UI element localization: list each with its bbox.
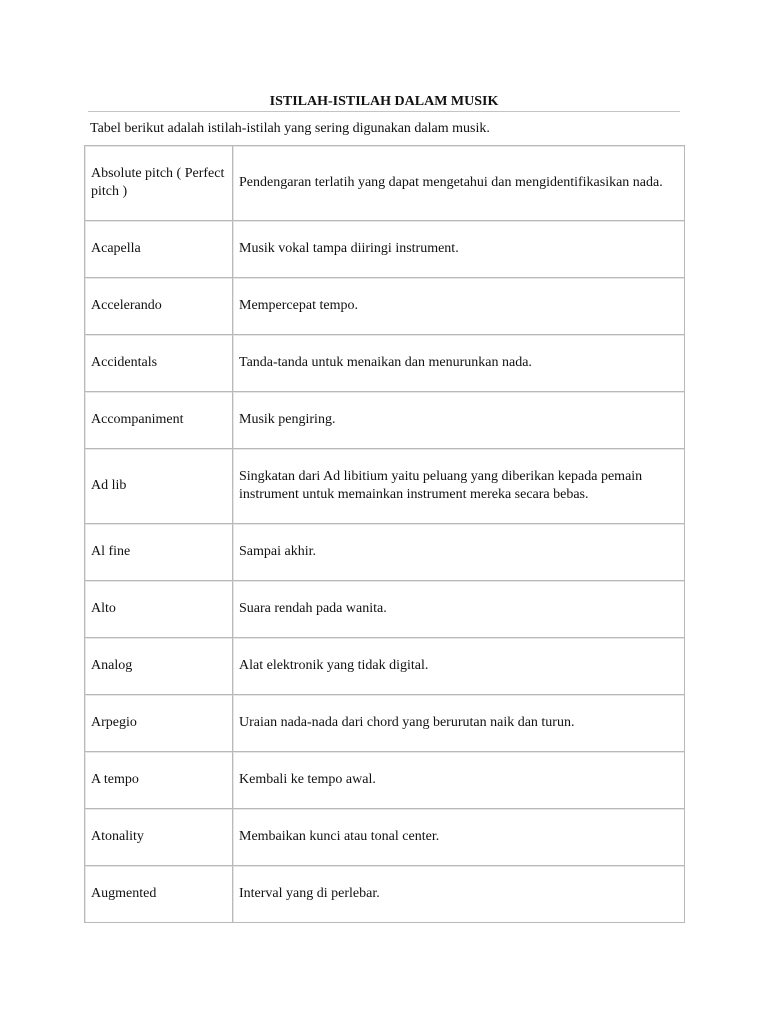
table-row xyxy=(85,695,685,752)
table-row xyxy=(85,809,685,866)
definition-cell: Suara rendah pada wanita. xyxy=(233,581,685,638)
definition-cell: Mempercepat tempo. xyxy=(233,278,685,335)
term-cell: Alto xyxy=(85,581,233,638)
title-divider xyxy=(88,111,680,112)
page-title: ISTILAH-ISTILAH DALAM MUSIK xyxy=(269,94,499,109)
table-row xyxy=(85,392,685,449)
definition-cell: Musik vokal tampa diiringi instrument. xyxy=(233,221,685,278)
definition-cell: Uraian nada-nada dari chord yang berurutan naik dan turun. xyxy=(233,695,685,752)
definition-cell: Singkatan dari Ad libitium yaitu peluang yang diberikan kepada pemain instrument untuk memainkan instrument mereka secara bebas. xyxy=(233,449,685,524)
definition-cell: Alat elektronik yang tidak digital. xyxy=(233,638,685,695)
term-cell: A tempo xyxy=(85,752,233,809)
table-row xyxy=(85,866,685,923)
definition-cell: Membaikan kunci atau tonal center. xyxy=(233,809,685,866)
term-cell: Augmented xyxy=(85,866,233,923)
table-row xyxy=(85,524,685,581)
table-row xyxy=(85,752,685,809)
intro-text: Tabel berikut adalah istilah-istilah yang sering digunakan dalam musik. xyxy=(90,121,490,136)
term-cell: Accelerando xyxy=(85,278,233,335)
definition-cell: Musik pengiring. xyxy=(233,392,685,449)
term-cell: Accidentals xyxy=(85,335,233,392)
definition-cell: Tanda-tanda untuk menaikan dan menurunkan nada. xyxy=(233,335,685,392)
definition-cell: Pendengaran terlatih yang dapat mengetahui dan mengidentifikasikan nada. xyxy=(233,146,685,221)
table-row xyxy=(85,278,685,335)
definition-cell: Kembali ke tempo awal. xyxy=(233,752,685,809)
table-row xyxy=(85,146,685,221)
definition-cell: Interval yang di perlebar. xyxy=(233,866,685,923)
table-row xyxy=(85,449,685,524)
table-row xyxy=(85,335,685,392)
terms-table xyxy=(84,145,685,923)
term-cell: Absolute pitch ( Perfect pitch ) xyxy=(85,146,233,221)
term-cell: Accompaniment xyxy=(85,392,233,449)
term-cell: Analog xyxy=(85,638,233,695)
term-cell: Ad lib xyxy=(85,449,233,524)
table-row xyxy=(85,638,685,695)
term-cell: Acapella xyxy=(85,221,233,278)
term-cell: Al fine xyxy=(85,524,233,581)
definition-cell: Sampai akhir. xyxy=(233,524,685,581)
table-row xyxy=(85,581,685,638)
term-cell: Arpegio xyxy=(85,695,233,752)
table-row xyxy=(85,221,685,278)
term-cell: Atonality xyxy=(85,809,233,866)
